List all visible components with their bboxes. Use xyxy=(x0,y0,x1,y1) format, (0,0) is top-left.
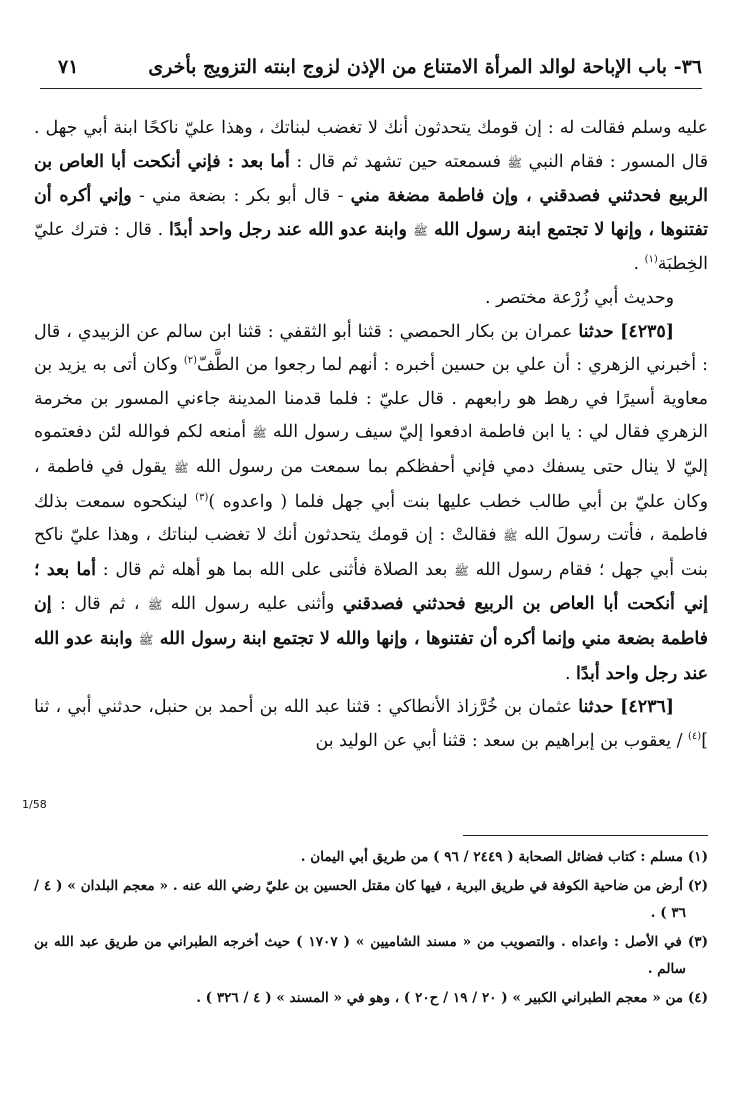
page-number: ٧١ xyxy=(58,56,79,78)
paragraph-2: وحديث أبي زُرْعة مختصر . xyxy=(485,287,674,308)
footnote-divider xyxy=(463,835,708,836)
salutation-glyph: ﷺ xyxy=(454,563,469,578)
paragraph-1: عليه وسلم فقالت له : إن قومك يتحدثون أنك لا تغضب لبناتك ، وهذا عليّ ناكحًا ابنة أبي جهل . قال المسور : فقام النبي ﷺ فسمعته حين تشهد ثم قال : أما بعد : فإني أنكحت أبا العاص بن الربيع فحدثني فصدقني ، وإن فاطمة مضغة مني - قال أبو بكر : بضعة مني - وإني أكره أن تفتنوها ، وإنها لا تجتمع ابنة رسول الله ﷺ وابنة عدو الله عند رجل واحد أبدًا . قال : فترك عليّ الخِطبَة$^{(١)}$ . xyxy=(34,118,709,275)
footnote-2: (٢) أرض من ضاحية الكوفة في طريق البرية ، فيها كان مقتل الحسين بن عليّ رضي الله عنه . « معجم البلدان » ( ٤ / ٣٦ ) . xyxy=(34,878,708,921)
footnote-3: (٣) في الأصل : واعداه . والتصويب من « مسند الشاميين » ( ١٧٠٧ ) حيث أخرجه الطبراني من طريق عبد الله بن سالم . xyxy=(34,934,708,977)
footnote-ref: (٣) xyxy=(195,491,209,503)
footnote-ref: (٤) xyxy=(688,730,702,742)
footnotes xyxy=(34,844,708,1014)
salutation-glyph: ﷺ xyxy=(173,460,189,475)
salutation-glyph: ﷺ xyxy=(138,632,154,647)
hadith-4236: [٤٢٣٦] حدثنا عثمان بن خُرَّزاذ الأنطاكي : قثنا عبد الله بن أحمد بن حنبل، حدثني أبي ، ثنا ]$^{(٤)}$ / يعقوب بن إبراهيم بن سعد : قثنا أبي عن الوليد بن xyxy=(34,697,708,751)
footnote-1: (١) مسلم : كتاب فضائل الصحابة ( ٢٤٤٩ / ٩٦ ) من طريق أبي اليمان . xyxy=(300,849,708,865)
salutation-glyph: ﷺ xyxy=(507,155,522,170)
salutation-glyph: ﷺ xyxy=(413,223,428,238)
hadith-number: [٤٢٣٦] xyxy=(620,697,674,718)
footnote-ref: (٢) xyxy=(183,355,198,367)
manuscript-folio-note: 1/58 xyxy=(22,798,47,811)
footnote-4: (٤) من « معجم الطبراني الكبير » ( ٢٠ / ١٩ / ح٢٠ ) ، وهو في « المسند » ( ٤ / ٣٢٦ ) . xyxy=(196,990,708,1006)
main-text xyxy=(34,112,708,758)
chapter-title: ٣٦- باب الإباحة لوالد المرأة الامتناع من الإذن لزوج ابنته التزويج بأخرى xyxy=(148,56,702,78)
salutation-glyph: ﷺ xyxy=(252,426,267,441)
salutation-glyph: ﷺ xyxy=(147,598,163,613)
page-header xyxy=(40,52,702,89)
footnote-ref: (١) xyxy=(644,254,658,266)
hadith-4235: [٤٢٣٥] حدثنا عمران بن بكار الحمصي : قثنا أبو الثقفي : قثنا ابن سالم عن الزبيدي ، قال : أخبرني الزهري : أن علي بن حسين أخبره : أنهم لما رجعوا من الطَّفّ$^{(٢)}$ وكان أتى به يزيد بن معاوية أسيرًا في رهط هو رابعهم . قال عليّ : فلما قدمنا المدينة جاءني المسور بن مخرمة الزهري فقال لي : يا ابن فاطمة ادفعوا إليّ سيف رسول الله ﷺ أمنعه لكم فوالله لئن دفعتموه إليّ لا ينال حتى يسفك دمي فإني أحفظكم بما سمعت من رسول الله ﷺ يقول في فاطمة ، وكان عليّ بن أبي طالب خطب عليها بنت أبي جهل فلما ( واعدوه )$^{(٣)}$ لينكحوه سمعت بذلك فاطمة ، فأتت رسولَ الله ﷺ فقالتْ : إن قومك يتحدثون أنك لا تغضب لبناتك ، وهذا عليّ ناكح بنت أبي جهل ؛ فقام رسول الله ﷺ بعد الصلاة فأثنى على الله بما هو أهله ثم قال : أما بعد ؛ إني أنكحت أبا العاص بن الربيع فحدثني فصدقني وأثنى عليه رسول الله ﷺ ، ثم قال : إن فاطمة بضعة مني وإنما أكره أن تفتنوها ، وإنها والله لا تجتمع ابنة رسول الله ﷺ وابنة عدو الله عند رجل واحد أبدًا . xyxy=(34,321,708,684)
salutation-glyph: ﷺ xyxy=(503,529,518,544)
hadith-number: [٤٢٣٥] xyxy=(620,321,674,342)
